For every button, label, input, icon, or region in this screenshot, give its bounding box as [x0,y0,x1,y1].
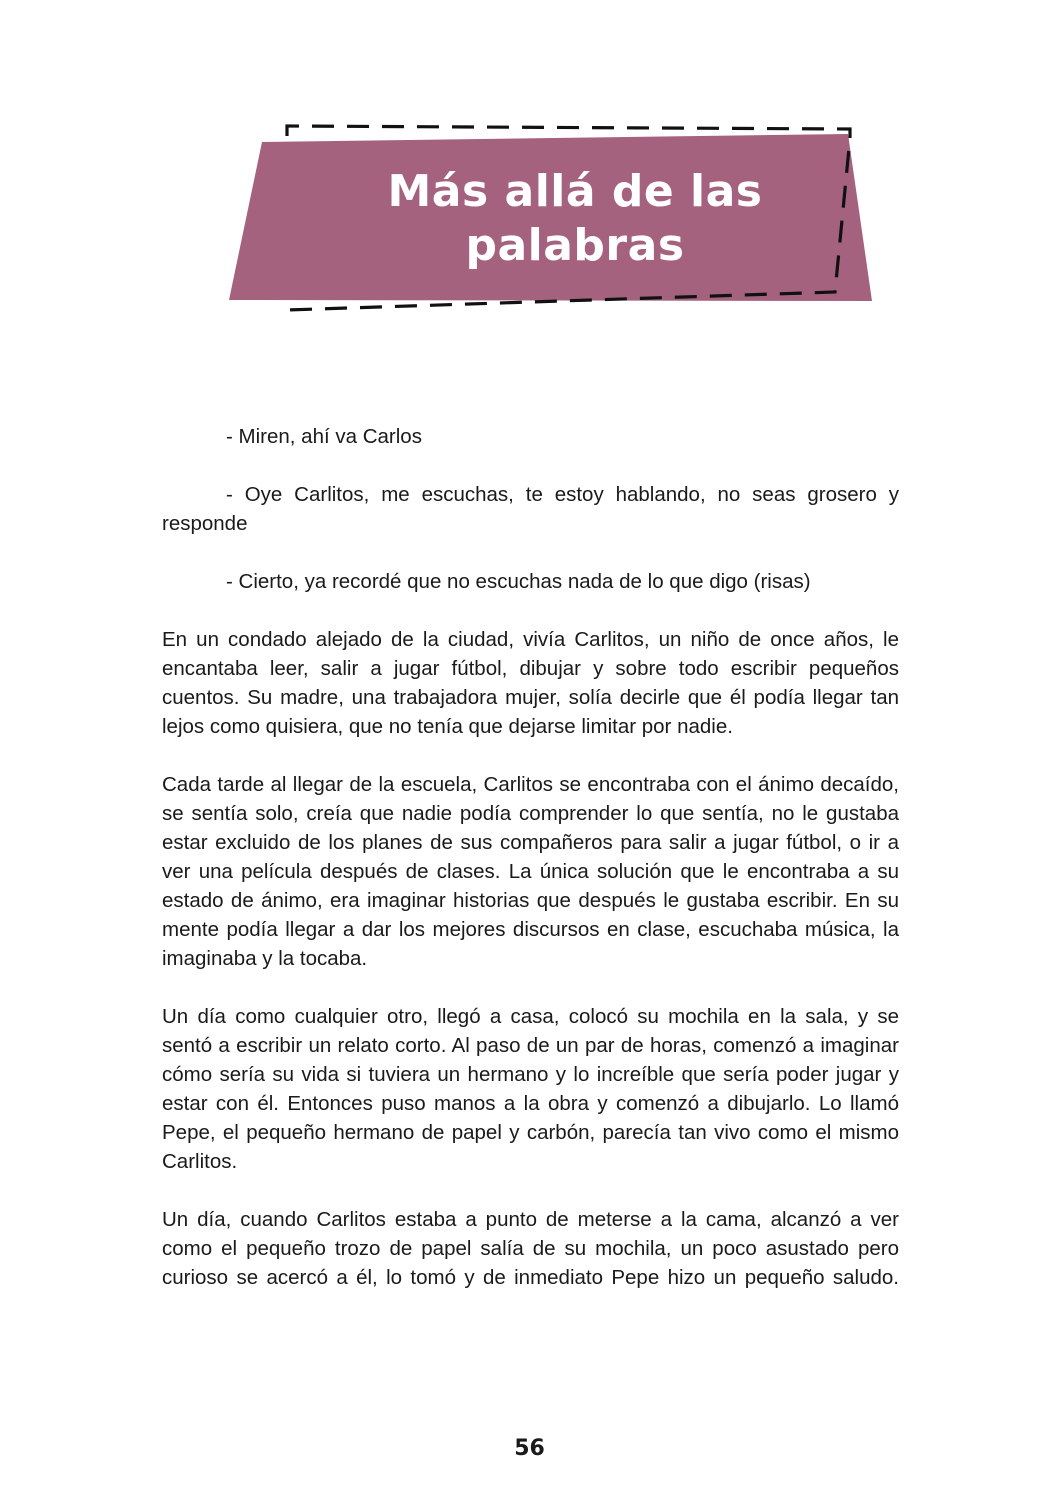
dialogue-line-1: - Miren, ahí va Carlos [226,425,422,448]
page-title-line-1: Más allá de las [387,166,763,217]
dialogue-line-2: - Oye Carlitos, me escuchas, te estoy hablando, no seas grosero y responde [162,483,899,535]
story-paragraph-4: Un día, cuando Carlitos estaba a punto de meterse a la cama, alcanzó a ver como el pequeño trozo de papel salía de su mochila, un poco asustado pero curioso se acercó a él, lo tomó y de inmediato Pepe hizo un pequeño saludo. [162,1208,899,1289]
story-paragraph-1: En un condado alejado de la ciudad, vivía Carlitos, un niño de once años, le encantaba leer, salir a jugar fútbol, dibujar y sobre todo escribir pequeños cuentos. Su madre, una trabajadora mujer, solía decirle que él podía llegar tan lejos como quisiera, que no tenía que dejarse limitar por nadie. [162,628,899,738]
story-paragraph-3: Un día como cualquier otro, llegó a casa, colocó su mochila en la sala, y se sentó a escribir un relato corto. Al paso de un par de horas, comenzó a imaginar cómo sería su vida si tuviera un hermano y lo increíble que sería poder jugar y estar con él. Entonces puso manos a la obra y comenzó a dibujarlo. Lo llamó Pepe, el pequeño hermano de papel y carbón, parecía tan vivo como el mismo Carlitos. [162,1005,899,1173]
story-paragraph-2: Cada tarde al llegar de la escuela, Carlitos se encontraba con el ánimo decaído, se sentía solo, creía que nadie podía comprender lo que sentía, no le gustaba estar excluido de los planes de sus compañeros para salir a jugar fútbol, o ir a ver una película después de clases. La única solución que le encontraba a su estado de ánimo, era imaginar historias que después le gustaba escribir. En su mente podía llegar a dar los mejores discursos en clase, escuchaba música, la imaginaba y la tocaba. [162,773,899,970]
page-number: 56 [514,1436,545,1461]
dialogue-line-3: - Cierto, ya recordé que no escuchas nada de lo que digo (risas) [226,570,811,593]
story-body [162,422,899,1321]
page-title [330,165,820,273]
page-title-line-2: palabras [465,220,685,271]
